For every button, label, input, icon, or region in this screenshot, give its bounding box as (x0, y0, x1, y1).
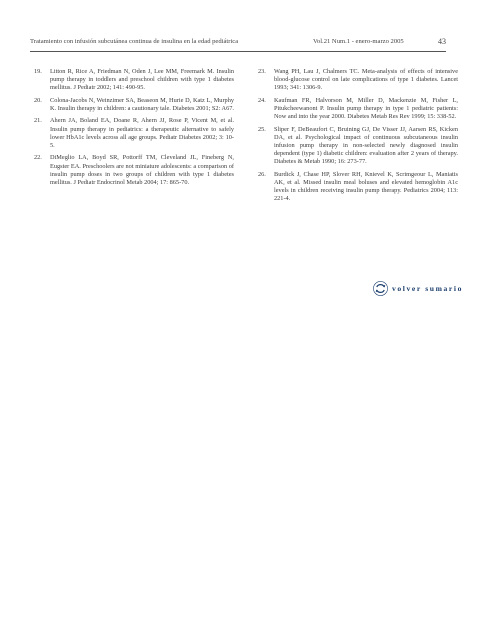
reference-item (258, 171, 458, 204)
reference-number: 22. (34, 154, 42, 162)
page-number: 43 (438, 37, 446, 46)
reference-number: 21. (34, 117, 42, 125)
reference-text: Ahern JA, Boland EA, Doane R, Ahern JJ, Rose P, Vicent M, et al. Insulin pump therapy in pediatrics: a therapeutic alternative to safely lower HbA1c levels across all age groups. Pediatr Diabetes 2002; 3: 10-5. (50, 117, 234, 149)
volver-sumario-label[interactable]: volver sumario (392, 283, 463, 293)
references-column-left (34, 68, 234, 191)
reference-item (258, 68, 458, 93)
return-arrows-icon[interactable] (373, 281, 388, 296)
reference-text: Colona-Jacobs N, Weinzimer SA, Beaseon M, Hurie D, Katz L, Murphy K. Insulin therapy in children: a cautionary tale. Diabetes 2001; S2: A67. (50, 96, 234, 112)
reference-item (258, 126, 458, 167)
reference-number: 20. (34, 96, 42, 104)
reference-item (34, 154, 234, 187)
reference-item (258, 97, 458, 122)
reference-text: Wang PH, Lau J, Chalmers TC. Meta-analysis of effects of intensive blood-glucose control on late complications of type 1 diabetes. Lancet 1993; 341: 1306-9. (274, 68, 458, 92)
volver-sumario-link[interactable] (373, 280, 463, 296)
reference-text: Kaufman FR, Halvorson M, Miller D, Mackenzie M, Fisher L, Pitukcheewanont P. Insulin pump therapy in type 1 pediatric patients: Now and into the year 2000. Diabetes Metab Res Rev 1999; 15: 338-52. (274, 96, 458, 121)
reference-number: 23. (258, 68, 266, 75)
reference-text: Sliper F, DeBeaufort C, Bruining GJ, De Visser JJ, Aarsen RS, Kicken DA, et al. Psychological impact of continuous subcutaneous insulin infusion pump therapy in non-selected newly diagnosed insulin dependent (type 1) diabetic children: evaluation after 2 years of therapy. Diabetes & Metab 1990; 16: 273-77. (274, 125, 458, 166)
reference-number: 19. (34, 68, 42, 75)
reference-item (34, 97, 234, 113)
reference-item (34, 68, 234, 93)
references-column-right (258, 68, 458, 208)
article-title: Tratamiento con infusión subcutánea continua de insulina en la edad pediátrica (30, 38, 239, 45)
reference-text: Litton R, Rice A, Friedman N, Oden J, Lee MM, Freemark M. Insulin pump therapy in toddlers and preschool children with type 1 diabetes mellitus. J Pediatr 2002; 141: 490-95. (50, 68, 234, 92)
reference-number: 24. (258, 96, 266, 104)
issue-info: Vol.21 Num.1 - enero-marzo 2005 (313, 38, 404, 45)
reference-number: 26. (258, 170, 266, 178)
reference-text: DiMeglio LA, Boyd SR, Pottorff TM, Cleveland JL, Fineberg N, Eugster EA. Preschoolers are not miniature adolescents: a comparison of insulin pump doses in two groups of children with type 1 diabetes mellitus. J Pediatr Endocrinol Metab 2004; 17: 865-70. (50, 154, 234, 186)
header-rule (30, 51, 446, 52)
reference-text: Burdick J, Chase HP, Slover RH, Knievel K, Scrimgeour L, Maniatis AK, et al. Missed insulin meal boluses and elevated hemoglobin A1c levels in children receiving insulin pump therapy. Pediatrics 2004; 113: 221-4. (274, 170, 458, 203)
reference-item (34, 117, 234, 150)
running-header (30, 36, 446, 48)
reference-number: 25. (258, 125, 266, 133)
